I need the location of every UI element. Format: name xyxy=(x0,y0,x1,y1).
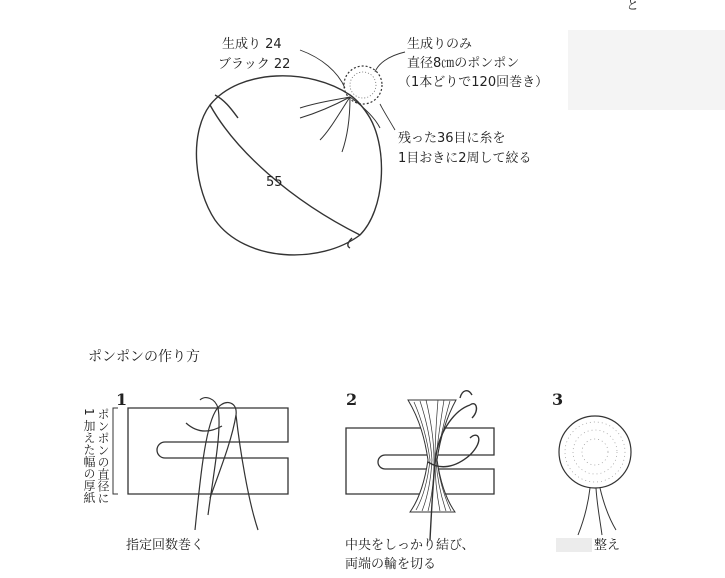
step2-number: 2 xyxy=(346,390,358,409)
yarn-label-1: 生成り 24 xyxy=(222,37,282,52)
pompom-label-2: 直径8㎝のポンポン xyxy=(407,56,520,71)
step2-caption-2: 両端の輪を切る xyxy=(345,557,437,572)
step1-side-note-1: ポンポンの直径に xyxy=(96,408,110,504)
step1-side-note-2: 1 加えた幅の厚紙 xyxy=(82,408,96,504)
step1-number: 1 xyxy=(116,390,128,409)
hat-outline xyxy=(196,76,381,255)
step1-cardboard xyxy=(128,408,288,494)
section-title: ポンポンの作り方 xyxy=(88,349,200,365)
pompom-label-3: （1本どりで120回巻き） xyxy=(398,75,549,90)
step2-caption-1: 中央をしっかり結び、 xyxy=(345,538,475,553)
corner-char: と xyxy=(626,0,640,13)
step3-pompom xyxy=(559,416,631,535)
step2-cardboard xyxy=(346,428,494,494)
pompom-label-1: 生成りのみ xyxy=(407,37,473,52)
leader-lines xyxy=(300,50,405,130)
hat-brim-line xyxy=(210,105,360,235)
step3-number: 3 xyxy=(552,390,564,409)
scan-smudge xyxy=(556,538,592,552)
gather-label-1: 残った36目に糸を xyxy=(398,131,506,146)
scan-shade xyxy=(568,30,725,110)
step1-caption: 指定回数巻く xyxy=(126,538,205,553)
step1-yarn xyxy=(186,398,258,530)
gather-label-2: 1目おきに2周して絞る xyxy=(398,151,532,166)
yarn-label-2: ブラック 22 xyxy=(218,57,291,72)
step3-caption: 整え xyxy=(594,538,621,553)
circumference-label: 55 xyxy=(266,175,283,190)
gather-lines xyxy=(300,97,380,152)
step1-bracket xyxy=(113,408,118,494)
